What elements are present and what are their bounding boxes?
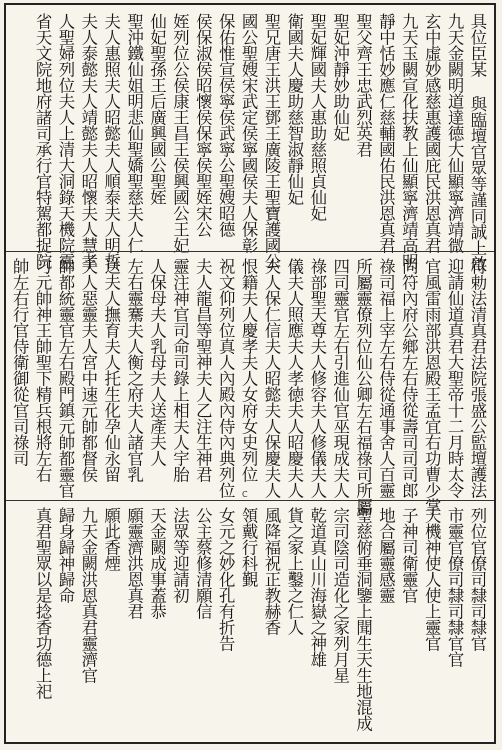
text-column: 衛國夫人慶助慈智淑靜仙妃 [284,13,304,205]
text-column: 送夫人撫育夫人托生化孕仙永留 [101,258,121,482]
text-column: 靈注神官司命司錄上相夫人宇胎 [170,258,190,482]
text-column: 尚符內府公鄉左右侍從壽司司司郎 [399,258,419,498]
text-column: 子神司衛靈官 [399,507,419,603]
middle-register [10,258,488,514]
text-column: 歸身歸神歸命 [55,507,75,603]
text-column: 九天金闕明道達德大仙顯寧濟靖微 [445,13,465,253]
text-column: 人保母夫人乳母夫人送產夫人 [147,258,167,466]
text-column: 九天金闕洪恩真君靈濟官 [78,507,98,683]
text-column: 祿司福上宰左右侍從通事舍人百靈 [376,258,396,498]
text-column: 恨籍夫人慶孝夫人女府女史列位 [239,258,259,482]
text-column: 祝文仰列位真人內殿內侍內典列位 [216,258,236,498]
text-column: 宗司陰司造化之家列月星 [330,507,350,683]
text-column: 夫人泰懿夫人靖懿夫人昭懷夫人慧孝 [78,13,98,269]
text-column: 保佑惟宣侯寧侯武寧公聖嫂昭德 [216,13,236,237]
text-column: 國公聖嫂宋武定侯寧國侯夫人保彰 [239,13,259,253]
page-mark: C [242,490,248,499]
top-register [14,13,488,272]
text-column: 列位官僚司隸司隸官 [468,507,487,651]
text-column: 天機神使人使上靈官 [422,507,442,651]
register-divider [6,251,494,252]
text-column: 願靈濟洪恩真君 [124,507,144,619]
text-column: 姪列位公侯康王昌王侯興國公王妃 [170,13,190,253]
text-column: 聖沖鐵仙姐明悲仙聖嬌聖慈夫人仁 [124,13,144,253]
text-column: 女元之妙化孔有折告 [216,507,236,651]
text-column: 仙妃聖孫王后廣興國公聖姪 [147,13,167,205]
text-column: 迎請仙道真君大聖帝十二月時太令 [445,258,465,498]
text-column: 帥左右行官侍衛御從官司祿司 [10,258,30,466]
bottom-register [14,507,488,738]
text-column: 夫人惠照夫人昭懿夫人順泰夫人明哲 [101,13,121,269]
text-column: 靜中恬妙應仁慈輔國佑民洪恩真君 [376,13,396,253]
text-column: 地合屬靈感靈 [376,507,396,603]
text-column: 祿部聖天尊夫人修容夫人修儀夫人 [307,258,327,498]
text-column: 符勅法清真君法院張盛公監壇護法 [468,258,487,498]
text-column: 官風雷雨部洪恩殿王孟宜右功曹少掌 [422,258,442,514]
text-column: 天金闕成事蓋恭 [147,507,167,619]
text-column: 法眾等迎請初 [170,507,190,603]
text-column: 願此香煙 [101,507,121,571]
text-column: 四司靈官左右引進仙官巫現成夫人 [330,258,350,498]
text-column: 夫人保仁信夫人昭懿夫人保慶夫人 [261,258,281,498]
text-column: 儀夫人照應夫人孝徳夫人昭慶夫人 [284,258,304,498]
text-column: 乾道真山川海嶽之神雄 [307,507,327,667]
register-divider [6,500,494,501]
text-column: 九天玉闕宣化扶教上仙顯寧濟靖高明 [399,13,419,269]
text-column: 真君聖眾以是捻香功德上祀 [33,507,53,699]
text-column: 聖妃輝國夫人惠助慈照貞仙妃 [307,13,327,221]
text-column: 所屬靈僚列位仙公卿左右福祿司所屬 [353,258,373,514]
text-column: 侯保淑侯昭懷侯保寧侯聖姪宋公 [193,13,213,237]
text-column: 左右靈騫夫人衡之府夫人諸官乳 [124,258,144,482]
text-column: 風降福祝正教赫香 [261,507,281,635]
text-column: 夫人龍昌等聖神夫人乙注生神君 [193,258,213,482]
text-column: 刁元帥神王帥聖下精兵根將左右 [33,258,53,482]
text-column: 帥都統靈官左右殿門鎮元帥都靈官 [55,258,75,498]
text-column: 聖兄唐王洪王鄧王廣陵王聖寶護國公 [261,13,281,269]
scripture-page [4,3,496,744]
text-column: 領戴行科覲 [239,507,259,587]
text-column: 貨之家上鑿之仁人 [284,507,304,635]
text-column: 聖慈俯垂洞鑒上聞生天生地混成 [353,507,373,731]
text-column: 玄中虛妙感慈惠護國庇民洪恩真君 [422,13,442,253]
text-column: 公主蔡修清願信 [193,507,213,619]
text-column: 市靈官僚司隸司隸官官 [445,507,465,667]
text-column: 夫人惡靈夫人宮中速元帥都督侯 [78,258,98,482]
text-column: 具位臣某 與臨壇官眾等謹同誠上啟 [468,13,487,272]
text-column: 聖妃沖靜妙助仙妃 [330,13,350,141]
text-column: 聖父齊王忠武烈英君 [353,13,373,157]
text-column: 省天文院地府諸司承行官特駕都捉院 [33,13,53,269]
text-column: 人聖婦列位夫人上清大洞錄天機院靈 [55,13,75,269]
